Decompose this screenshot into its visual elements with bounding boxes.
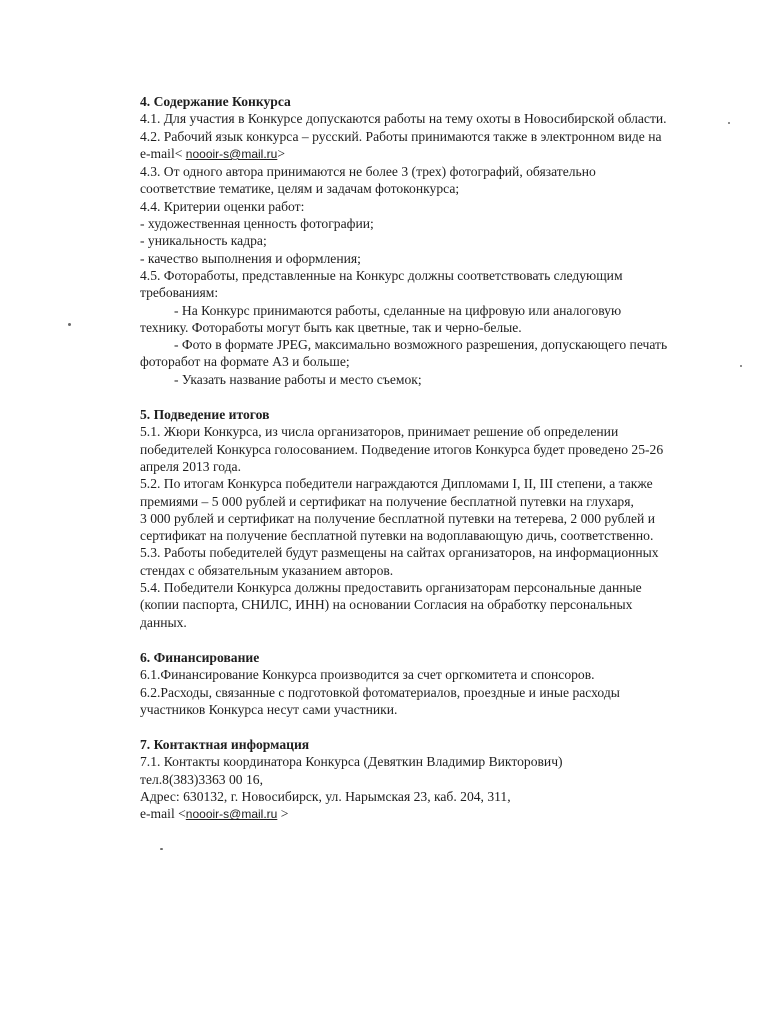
paragraph-line: фоторабот на формате А3 и больше; <box>140 354 350 370</box>
section-financing <box>140 649 720 718</box>
section-contacts <box>140 736 720 823</box>
paragraph-line: 5.4. Победители Конкурса должны предоставить организаторам персональные данные <box>140 580 642 596</box>
list-item: - Фото в формате JPEG, максимально возможного разрешения, допускающего печать <box>174 337 668 353</box>
paragraph-line: 4.2. Рабочий язык конкурса – русский. Работы принимаются также в электронном виде на <box>140 128 662 144</box>
paragraph-line: участников Конкурса несут сами участники. <box>140 701 398 717</box>
paragraph-line: 4.5. Фотоработы, представленные на Конкурс должны соответствовать следующим <box>140 267 623 283</box>
list-item: - На Конкурс принимаются работы, сделанные на цифровую или аналоговую <box>174 302 622 318</box>
address-line: Адрес: 630132, г. Новосибирск, ул. Нарымская 23, каб. 204, 311, <box>140 788 511 804</box>
section-contest-content <box>140 93 720 388</box>
paragraph-line: победителей Конкурса голосованием. Подведение итогов Конкурса будет проведено 25-26 <box>140 441 664 457</box>
scan-speck <box>160 848 163 850</box>
email-link[interactable]: nooоir-s@mail.ru <box>185 146 278 161</box>
scan-speck <box>728 122 730 124</box>
list-item: - качество выполнения и оформления; <box>140 250 361 266</box>
document-body <box>140 93 720 824</box>
paragraph-line: 5.1. Жюри Конкурса, из числа организаторов, принимает решение об определении <box>140 424 619 440</box>
scan-speck <box>68 323 71 326</box>
email-suffix: > <box>277 806 289 822</box>
paragraph-line: (копии паспорта, СНИЛС, ИНН) на основании Согласия на обработку персональных <box>140 597 633 613</box>
paragraph-line <box>140 145 720 163</box>
paragraph-line: требованиям: <box>140 285 219 301</box>
paragraph-line <box>140 805 720 823</box>
paragraph-line: стендах с обязательным указанием авторов. <box>140 562 394 578</box>
list-item: - Указать название работы и место съемок; <box>174 371 422 387</box>
section-results <box>140 406 720 631</box>
email-link[interactable]: nooоir-s@mail.ru <box>185 807 278 822</box>
section-heading: 4. Содержание Конкурса <box>140 94 291 109</box>
paragraph-line: 5.3. Работы победителей будут размещены на сайтах организаторов, на информационных <box>140 545 659 561</box>
email-prefix: e-mail< <box>140 145 186 161</box>
scan-speck <box>740 365 742 367</box>
paragraph-line: 4.1. Для участия в Конкурсе допускаются работы на тему охоты в Новосибирской области. <box>140 111 667 127</box>
paragraph-line: технику. Фотоработы могут быть как цветные, так и черно-белые. <box>140 319 522 335</box>
email-prefix: e-mail < <box>140 806 186 822</box>
phone-line: тел.8(383)3363 00 16, <box>140 771 263 787</box>
paragraph-line: премиями – 5 000 рублей и сертификат на получение бесплатной путевки на глухаря, <box>140 493 634 509</box>
list-item: - художественная ценность фотографии; <box>140 216 374 232</box>
paragraph-line: 3 000 рублей и сертификат на получение бесплатной путевки на тетерева, 2 000 рублей и <box>140 510 655 526</box>
paragraph-line: 6.2.Расходы, связанные с подготовкой фотоматериалов, проездные и иные расходы <box>140 684 620 700</box>
paragraph-line: данных. <box>140 614 187 630</box>
paragraph-line: 6.1.Финансирование Конкурса производится за счет оргкомитета и спонсоров. <box>140 667 595 683</box>
list-item: - уникальность кадра; <box>140 233 267 249</box>
section-heading: 7. Контактная информация <box>140 737 310 753</box>
paragraph-line: 7.1. Контакты координатора Конкурса (Девяткин Владимир Викторович) <box>140 754 563 770</box>
paragraph-line: 4.4. Критерии оценки работ: <box>140 198 305 214</box>
paragraph-line: сертификат на получение бесплатной путевки на водоплавающую дичь, соответственно. <box>140 528 654 544</box>
paragraph-line: апреля 2013 года. <box>140 458 241 474</box>
paragraph-line: 4.3. От одного автора принимаются не более 3 (трех) фотографий, обязательно <box>140 164 596 180</box>
paragraph-line: соответствие тематике, целям и задачам фотоконкурса; <box>140 181 460 197</box>
section-heading: 6. Финансирование <box>140 649 260 665</box>
section-heading: 5. Подведение итогов <box>140 407 270 423</box>
email-suffix: > <box>277 145 286 161</box>
paragraph-line: 5.2. По итогам Конкурса победители награждаются Дипломами I, II, III степени, а также <box>140 476 653 492</box>
